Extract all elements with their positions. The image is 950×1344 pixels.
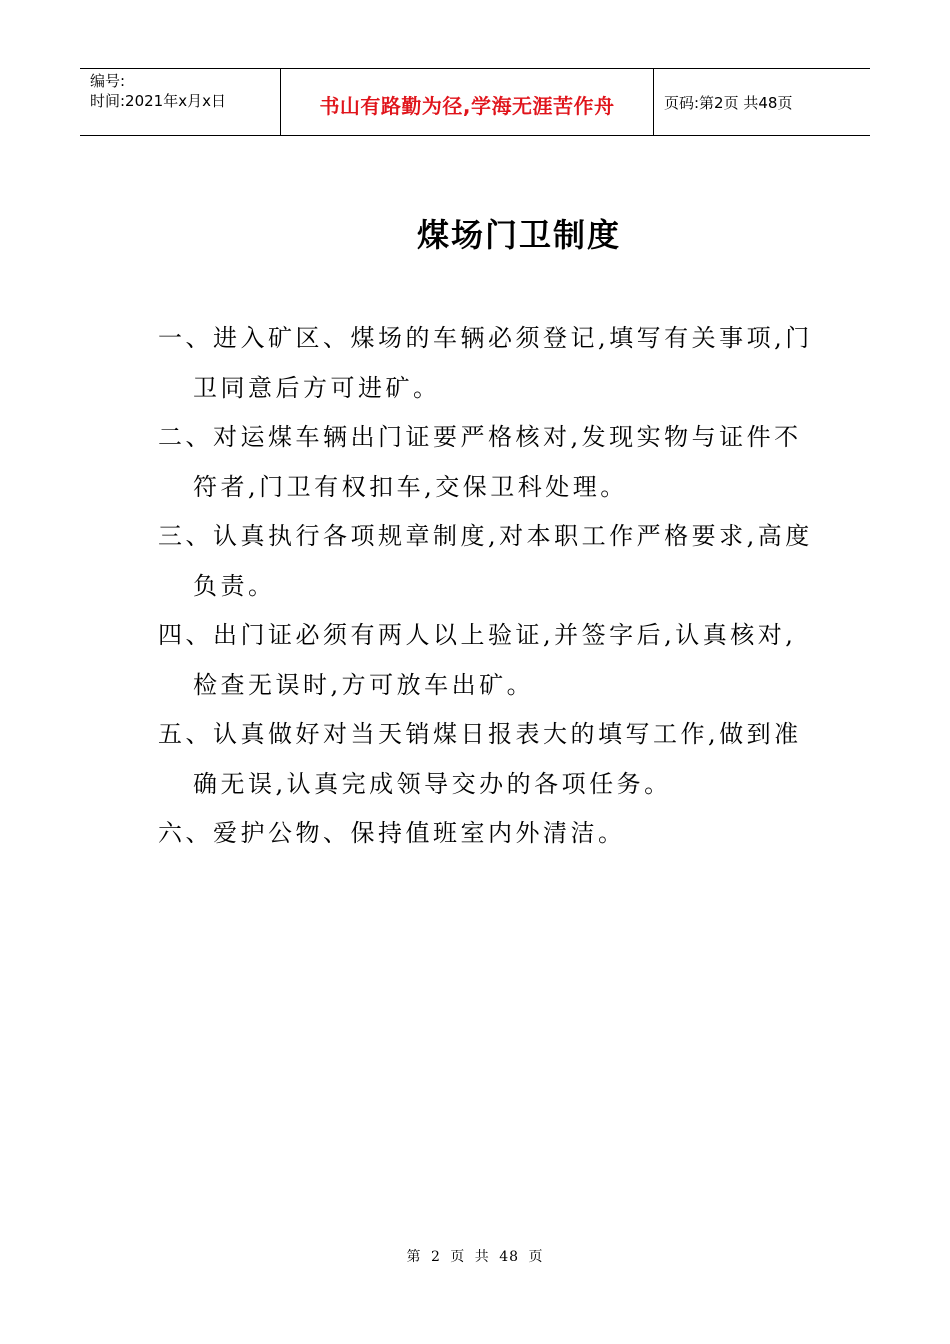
- header-meta-cell: [80, 69, 281, 135]
- document-date: 时间:2021年x月x日: [90, 92, 226, 110]
- header-motto: 书山有路勤为径,学海无涯苦作舟: [319, 93, 615, 118]
- rule-item: 一、进入矿区、煤场的车辆必须登记,填写有关事项,门卫同意后方可进矿。: [158, 324, 813, 402]
- rule-item: 二、对运煤车辆出门证要严格核对,发现实物与证件不符者,门卫有权扣车,交保卫科处理。: [158, 423, 802, 501]
- page-footer: 第 2 页 共 48 页: [406, 1249, 544, 1265]
- rule-item: 三、认真执行各项规章制度,对本职工作严格要求,高度负责。: [158, 522, 813, 600]
- document-number-label: 编号:: [90, 72, 126, 90]
- header-motto-cell: [281, 69, 654, 135]
- document-title: 煤场门卫制度: [416, 216, 621, 254]
- header-page-info: 页码:第2页 共48页: [664, 93, 793, 112]
- rule-item: 六、爱护公物、保持值班室内外清洁。: [158, 819, 626, 847]
- header-page-cell: [654, 69, 870, 135]
- rule-item: 四、出门证必须有两人以上验证,并签字后,认真核对,检查无误时,方可放车出矿。: [158, 621, 797, 699]
- rules-list: [158, 314, 818, 859]
- page-header: [80, 68, 870, 136]
- rule-item: 五、认真做好对当天销煤日报表大的填写工作,做到准确无误,认真完成领导交办的各项任务。: [158, 720, 802, 798]
